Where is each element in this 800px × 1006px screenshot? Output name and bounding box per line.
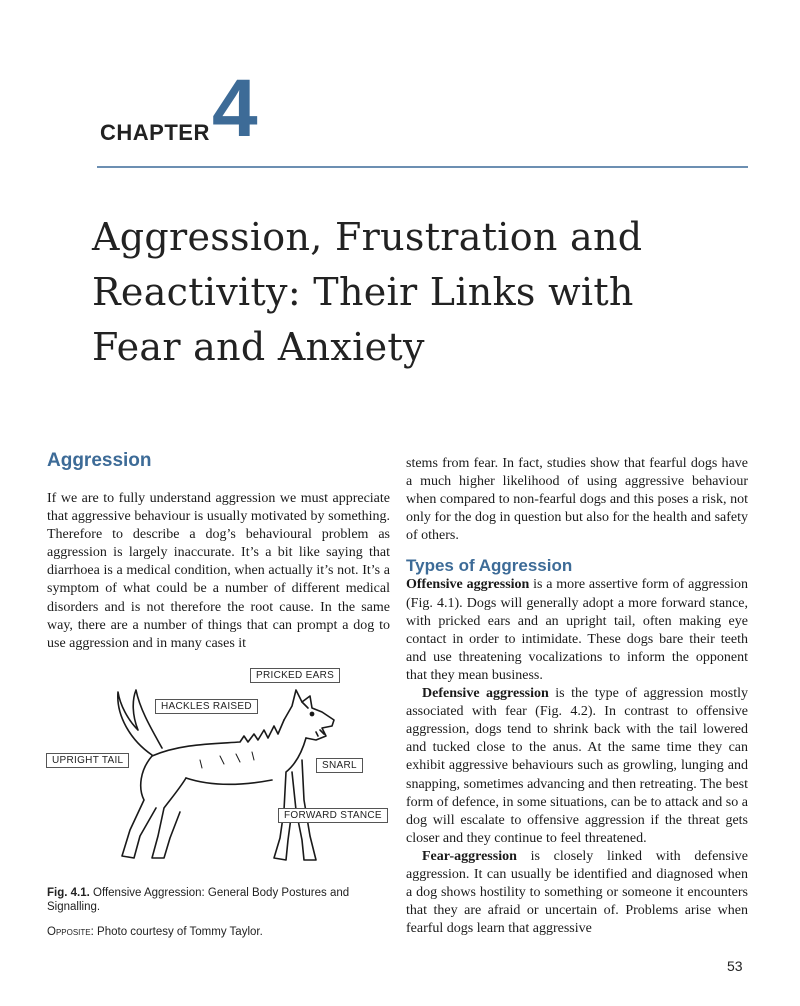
title-line: Aggression, Frustration and	[92, 215, 643, 259]
title-line: Fear and Anxiety	[92, 325, 425, 369]
offensive-aggression-paragraph	[406, 576, 748, 685]
subheading-types-of-aggression: Types of Aggression	[406, 556, 573, 576]
body-paragraph: If we are to fully understand aggression we must appreciate that aggressive behaviour is usually motivated by something. Therefore to describe a dog’s behavioural problem as aggression is largely inaccurate. It’s a bit like saying that diarrhoea is a medical condition, when actually it’s not. It’s a symptom of what could be a number of different medical disorders and is not therefore the root cause. In the same way, there are a number of things that can prompt a dog to use aggression and in many cases it	[47, 491, 390, 651]
label-pricked-ears: PRICKED EARS	[250, 668, 340, 683]
label-upright-tail: UPRIGHT TAIL	[46, 753, 129, 768]
page-number: 53	[727, 958, 743, 974]
label-snarl: SNARL	[316, 758, 363, 773]
chapter-title	[92, 210, 712, 375]
defensive-aggression-text: is the type of aggression mostly associated with fear (Fig. 4.2). In contrast to offensive aggression, dogs tend to shrink back with the tail lowered and tucked close to the anus. At the same time they can exhibit aggressive behaviours such as growling, lunging and snapping, sometimes advancing and then retreating. The best form of defence, in some situations, can be to attack and so a dog will escalate to offensive aggression if the threat gets closer and they continue to feel threatened.	[406, 686, 748, 846]
photo-credit	[47, 926, 263, 938]
fear-aggression-paragraph	[406, 848, 748, 938]
caption-text: Offensive Aggression: General Body Postures and Signalling.	[47, 887, 350, 913]
label-hackles-raised: HACKLES RAISED	[155, 699, 258, 714]
fear-aggression-text: is closely linked with defensive aggression. It can usually be identified and diagnosed when a dog shows hostility to something or someone it encounters that they are afraid or uncertain of. Problems arise when fearful dogs learn that aggressive	[406, 848, 748, 937]
credit-text: Photo courtesy of Tommy Taylor.	[97, 926, 263, 938]
right-column	[406, 455, 748, 938]
figure-dog-illustration	[40, 660, 382, 880]
term-defensive-aggression: Defensive aggression	[422, 686, 549, 702]
figure-caption	[47, 886, 392, 914]
chapter-number: 4	[212, 63, 258, 154]
chapter-rule	[97, 166, 748, 168]
caption-figure-number: Fig. 4.1.	[47, 887, 90, 899]
title-line: Reactivity: Their Links with	[92, 270, 634, 314]
chapter-label: CHAPTER	[100, 120, 210, 145]
defensive-aggression-paragraph	[406, 685, 748, 848]
label-forward-stance: FORWARD STANCE	[278, 808, 388, 823]
term-offensive-aggression: Offensive aggression	[406, 577, 530, 593]
left-column	[47, 490, 390, 653]
body-paragraph: stems from fear. In fact, studies show that fearful dogs have a much higher likelihood of using aggressive behaviour when compared to non-fearful dogs and this poses a risk, not only for the dog in question but also for the health and safety of others.	[406, 456, 748, 544]
offensive-aggression-text: is a more assertive form of aggression (Fig. 4.1). Dogs will generally adopt a more forward stance, with pricked ears and an upright tail, often making eye contact in order to intimidate. These dogs bare their teeth and use threatening vocalizations to inform the opponent that they mean business.	[406, 577, 748, 683]
section-heading-aggression: Aggression	[47, 450, 152, 471]
credit-label: Opposite:	[47, 926, 94, 938]
term-fear-aggression: Fear-aggression	[422, 848, 517, 864]
